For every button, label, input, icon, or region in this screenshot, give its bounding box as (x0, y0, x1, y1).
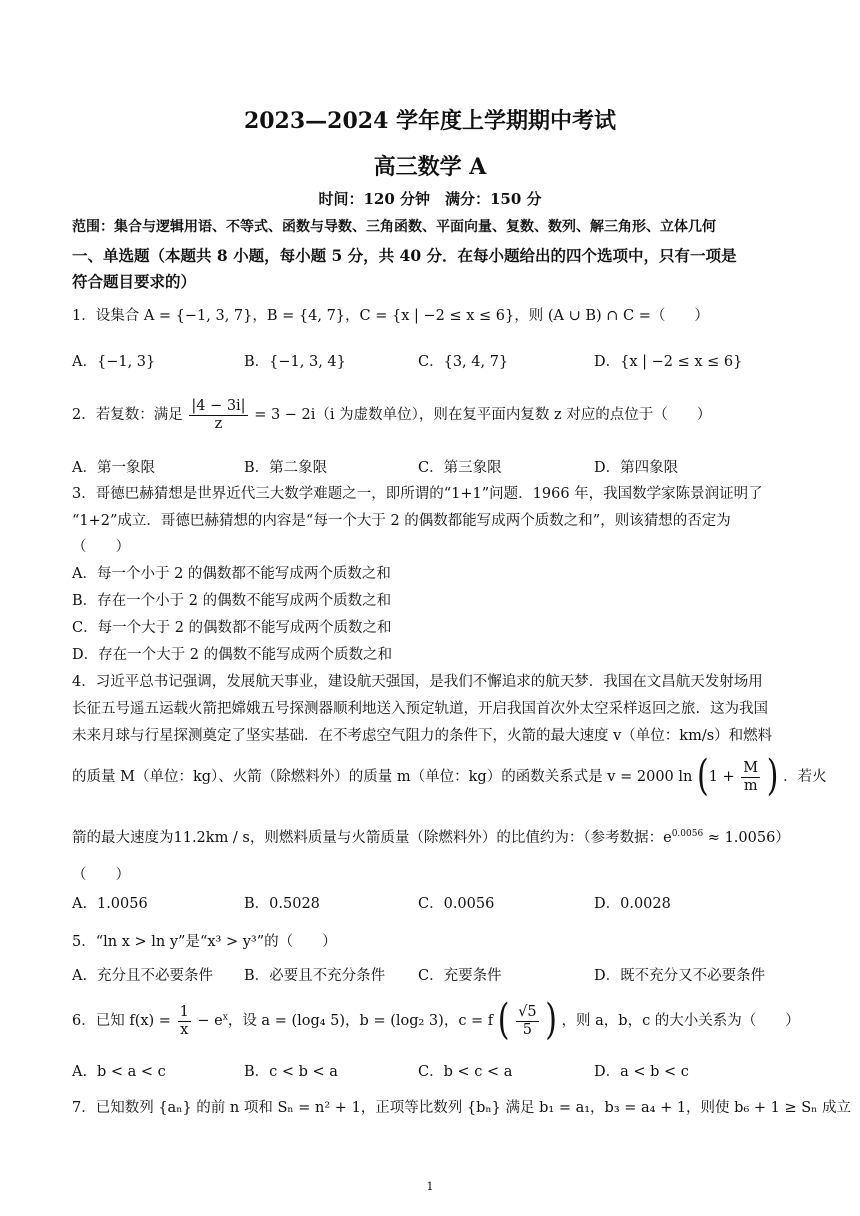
option-a: A．b < a < c (72, 1064, 166, 1080)
option-c: C．0.0056 (418, 896, 495, 912)
question-1-stem: 1．设集合 A = {−1, 3, 7}，B = {4, 7}，C = {x | −2 ≤ x ≤ 6}，则 (A ∪ B) ∩ C =（ ） (72, 308, 709, 324)
option-b: B．{−1, 3, 4} (244, 354, 346, 370)
option-a: A．{−1, 3} (72, 354, 156, 370)
q2-denominator: z (214, 415, 223, 432)
question-4-line4: 的质量 M（单位：kg）、火箭（除燃料外）的质量 m（单位：kg）的函数关系式是 v = 2000 ln (1 + $\frac{M}{m}$ ) ．若火 (72, 751, 827, 801)
option-b: B．第二象限 (244, 460, 328, 476)
left-paren: ( (497, 995, 510, 1045)
question-3-line2: “1+2”成立．哥德巴赫猜想的内容是“每一个大于 2 的偶数都能写成两个质数之和”，则该猜想的否定为 (72, 513, 731, 529)
q4-line4-end: ．若火 (783, 769, 827, 786)
option-d: D．a < b < c (594, 1064, 689, 1080)
section-heading-line2: 符合题目要求的） (72, 272, 197, 291)
option-b: B．存在一个小于 2 的偶数不能写成两个质数之和 (72, 593, 392, 609)
option-a: A．充分且不必要条件 (72, 968, 213, 984)
question-2-stem (72, 398, 792, 432)
q4-numerator: M (743, 760, 759, 776)
q6-suffix: ，则 a，b，c 的大小关系为（ ） (561, 1013, 800, 1030)
right-paren: ) (545, 995, 557, 1045)
left-paren: ( (696, 751, 709, 801)
q4-line5-text: 箭的最大速度为11.2km / s，则燃料质量与火箭质量（除燃料外）的比值约为：（参考数据：e (72, 830, 672, 846)
q6-c-fraction (516, 1004, 538, 1038)
q4-exponent: 0.0056 (671, 829, 704, 840)
question-4-line2: 长征五号遥五运载火箭把嫦娥五号探测器顺利地送入预定轨道，开启我国首次外太空采样返回之旅．这为我国 (72, 701, 768, 717)
question-4-line5 (72, 826, 792, 847)
question-4-line3: 未来月球与行星探测奠定了坚实基础．在不考虑空气阻力的条件下，火箭的最大速度 v（单位：km/s）和燃料 (72, 728, 773, 744)
option-d: D．既不充分又不必要条件 (594, 968, 766, 984)
q6-c-denominator: 5 (522, 1021, 532, 1038)
q2-suffix: = 3 − 2i（i 为虚数单位），则在复平面内复数 z 对应的点位于（ ） (254, 407, 712, 424)
option-c: C．b < c < a (418, 1064, 513, 1080)
option-c: C．充要条件 (418, 968, 502, 984)
q2-numerator: |4 − 3i| (191, 398, 246, 414)
q6-mid2: ，设 a = (log₄ 5)，b = (log₂ 3)，c = f (227, 1013, 494, 1030)
question-3-line3: （ ） (72, 539, 130, 555)
exam-title: 2023—2024 学年度上学期期中考试 (243, 108, 617, 134)
q4-line5-end: ≈ 1.0056） (703, 830, 790, 846)
option-d: D．存在一个大于 2 的偶数不能写成两个质数之和 (72, 647, 393, 663)
q6-f-fraction (178, 1004, 191, 1038)
question-5-stem: 5．“ln x > ln y”是“x³ > y³”的（ ） (72, 934, 337, 950)
right-paren: ) (766, 751, 779, 801)
exam-subtitle: 高三数学 A (373, 154, 487, 180)
question-6-stem (72, 995, 800, 1045)
q2-fraction (189, 398, 247, 432)
option-b: B．c < b < a (244, 1064, 338, 1080)
question-3-line1: 3．哥德巴赫猜想是世界近代三大数学难题之一，即所谓的“1+1”问题．1966 年，我国数学家陈景润证明了 (72, 486, 763, 502)
option-b: B．必要且不充分条件 (244, 968, 386, 984)
option-a: A．第一象限 (72, 460, 155, 476)
section-heading-line1: 一、单选题（本题共 8 小题，每小题 5 分，共 40 分．在每小题给出的四个选项中，只有一项是 (72, 246, 737, 265)
q4-denominator: m (743, 777, 758, 794)
exam-meta: 时间：120 分钟 满分：150 分 (318, 190, 542, 208)
option-c: C．每一个大于 2 的偶数都不能写成两个质数之和 (72, 620, 392, 636)
option-a: A．每一个小于 2 的偶数都不能写成两个质数之和 (72, 566, 391, 582)
option-c: C．{3, 4, 7} (418, 354, 509, 370)
q4-fraction (741, 760, 760, 794)
option-a: A．1.0056 (72, 896, 148, 912)
option-d: D．{x | −2 ≤ x ≤ 6} (594, 354, 743, 370)
exam-scope: 范围：集合与逻辑用语、不等式、函数与导数、三角函数、平面向量、复数、数列、解三角形、立体几何 (72, 219, 716, 235)
q6-f-denominator: x (180, 1021, 189, 1038)
q2-prefix: 2．若复数：满足 (72, 407, 183, 424)
option-b: B．0.5028 (244, 896, 320, 912)
q6-c-numerator: √5 (518, 1004, 537, 1020)
question-4-line6: （ ） (72, 867, 130, 883)
q6-f-numerator: 1 (179, 1004, 189, 1020)
question-4-line1: 4．习近平总书记强调，发展航天事业，建设航天强国，是我们不懈追求的航天梦．我国在文昌航天发射场用 (72, 674, 763, 690)
option-d: D．第四象限 (594, 460, 679, 476)
q6-exponent: x (222, 1012, 228, 1023)
option-d: D．0.0028 (594, 896, 671, 912)
q4-line4-text: 的质量 M（单位：kg）、火箭（除燃料外）的质量 m（单位：kg）的函数关系式是 v = 2000 ln (72, 769, 693, 786)
question-7-stem: 7．已知数列 {aₙ} 的前 n 项和 Sₙ = n² + 1，正项等比数列 {bₙ} 满足 b₁ = a₁，b₃ = a₄ + 1，则使 b₆ + 1 ≥ Sₙ 成立 (72, 1100, 852, 1116)
page-number: 1 (426, 1180, 434, 1193)
q6-prefix: 6．已知 f(x) = (72, 1013, 171, 1030)
q6-mid: − e (197, 1013, 223, 1030)
option-c: C．第三象限 (418, 460, 502, 476)
